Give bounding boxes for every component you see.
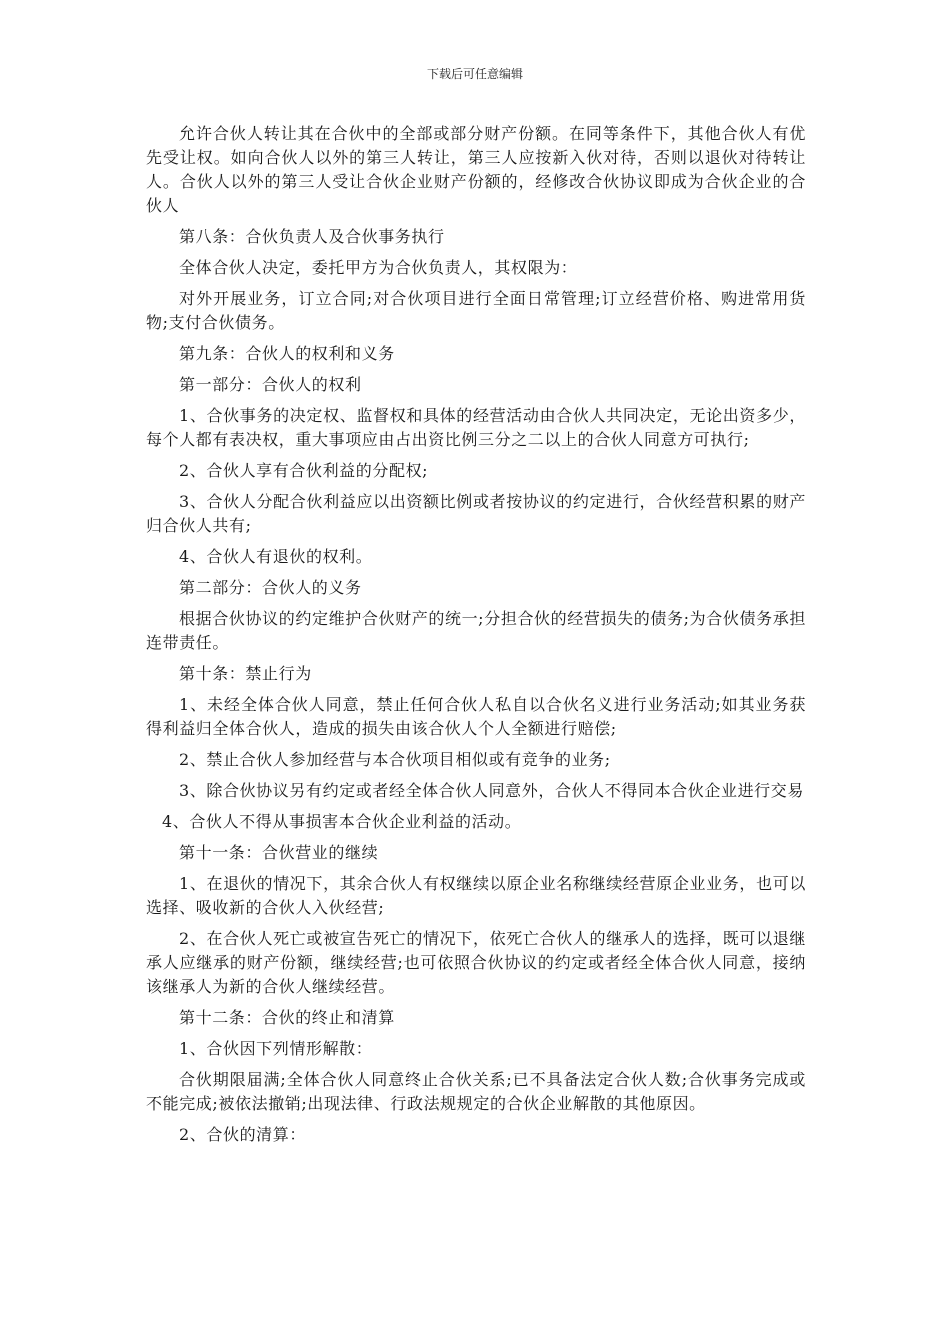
list-item: 1、合伙事务的决定权、监督权和具体的经营活动由合伙人共同决定，无论出资多少，每个人都有表决权，重大事项应由占出资比例三分之二以上的合伙人同意方可执行; — [146, 406, 806, 449]
list-item: 1、合伙因下列情形解散： — [179, 1039, 373, 1058]
paragraph: 根据合伙协议的约定维护合伙财产的统一;分担合伙的经营损失的债务;为合伙债务承担连带责任。 — [146, 609, 806, 652]
article-8-heading: 第八条：合伙负责人及合伙事务执行 — [179, 227, 445, 246]
list-item: 4、合伙人有退伙的权利。 — [179, 547, 373, 566]
article-10-heading: 第十条：禁止行为 — [179, 664, 312, 683]
list-item: 1、未经全体合伙人同意，禁止任何合伙人私自以合伙名义进行业务活动;如其业务获得利益归全体合伙人，造成的损失由该合伙人个人全额进行赔偿; — [146, 695, 806, 738]
section-heading: 第一部分：合伙人的权利 — [179, 375, 362, 394]
list-item: 2、合伙的清算： — [179, 1125, 306, 1144]
paragraph-transfer-of-share: 允许合伙人转让其在合伙中的全部或部分财产份额。在同等条件下，其他合伙人有优先受让权。如向合伙人以外的第三人转让，第三人应按新入伙对待，否则以退伙对待转让人。合伙人以外的第三人受让合伙企业财产份额的，经修改合伙协议即成为合伙企业的合伙人 — [146, 124, 806, 215]
list-item: 4、合伙人不得从事损害本合伙企业利益的活动。 — [162, 812, 522, 831]
list-item: 1、在退伙的情况下，其余合伙人有权继续以原企业名称继续经营原企业业务，也可以选择、吸收新的合伙人入伙经营; — [146, 874, 806, 917]
paragraph: 合伙期限届满;全体合伙人同意终止合伙关系;已不具备法定合伙人数;合伙事务完成或不能完成;被依法撤销;出现法律、行政法规规定的合伙企业解散的其他原因。 — [146, 1070, 806, 1113]
article-9-heading: 第九条：合伙人的权利和义务 — [179, 344, 395, 363]
article-12-heading: 第十二条：合伙的终止和清算 — [179, 1008, 395, 1027]
section-heading: 第二部分：合伙人的义务 — [179, 578, 362, 597]
list-item: 3、除合伙协议另有约定或者经全体合伙人同意外，合伙人不得同本合伙企业进行交易 — [179, 781, 804, 800]
list-item: 2、禁止合伙人参加经营与本合伙项目相似或有竞争的业务; — [179, 750, 611, 769]
paragraph: 全体合伙人决定，委托甲方为合伙负责人，其权限为： — [179, 258, 578, 277]
paragraph: 对外开展业务，订立合同;对合伙项目进行全面日常管理;订立经营价格、购进常用货物;支付合伙债务。 — [146, 289, 806, 332]
list-item: 2、合伙人享有合伙利益的分配权; — [179, 461, 429, 480]
list-item: 2、在合伙人死亡或被宣告死亡的情况下，依死亡合伙人的继承人的选择，既可以退继承人应继承的财产份额，继续经营;也可依照合伙协议的约定或者经全体合伙人同意，接纳该继承人为新的合伙人继续经营。 — [146, 929, 806, 996]
article-11-heading: 第十一条：合伙营业的继续 — [179, 843, 379, 862]
list-item: 3、合伙人分配合伙利益应以出资额比例或者按协议的约定进行，合伙经营积累的财产归合伙人共有; — [146, 492, 806, 535]
document-body — [146, 122, 806, 1154]
page-header: 下载后可任意编辑 — [426, 67, 523, 81]
